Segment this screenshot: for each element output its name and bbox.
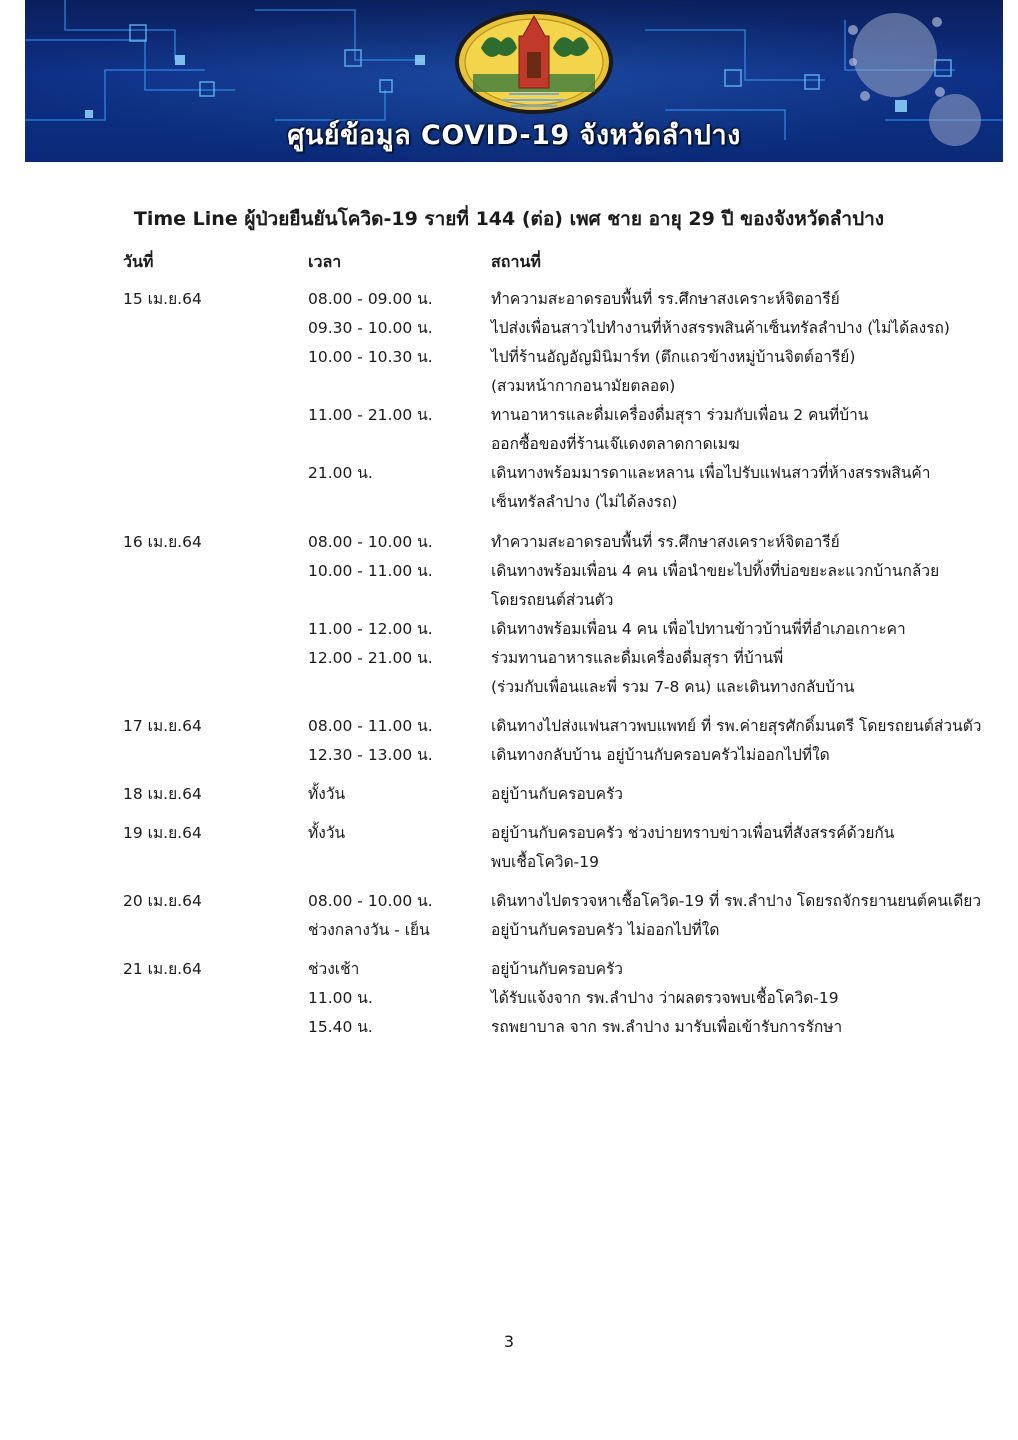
timeline-time: 11.00 - 12.00 น. [308, 620, 433, 638]
header-date: วันที่ [123, 252, 154, 271]
timeline-place: ไปที่ร้านอัญอัญมินิมาร์ท (ตึกแถวข้างหมู่บ้านจิตต์อารีย์) [491, 348, 856, 366]
header-time: เวลา [308, 252, 342, 271]
timeline-place: อยู่บ้านกับครอบครัว [491, 785, 623, 803]
timeline-place: ทำความสะอาดรอบพื้นที่ รร.ศึกษาสงเคราะห์จิตอารีย์ [491, 290, 840, 308]
timeline-place: ทานอาหารและดื่มเครื่องดื่มสุรา ร่วมกับเพื่อน 2 คนที่บ้าน [491, 406, 869, 424]
timeline-place: รถพยาบาล จาก รพ.ลำปาง มารับเพื่อเข้ารับการรักษา [491, 1018, 843, 1036]
timeline-place: พบเชื้อโควิด-19 [491, 853, 599, 871]
banner-title: ศูนย์ข้อมูล COVID-19 จังหวัดลำปาง [287, 120, 741, 151]
timeline-place: ทำความสะอาดรอบพื้นที่ รร.ศึกษาสงเคราะห์จิตอารีย์ [491, 533, 840, 551]
lampang-province-seal-icon [453, 8, 615, 116]
timeline-place: เซ็นทรัลลำปาง (ไม่ได้ลงรถ) [491, 493, 678, 511]
timeline-time: 08.00 - 10.00 น. [308, 892, 433, 910]
covid-banner [25, 0, 1003, 162]
timeline-time: 08.00 - 10.00 น. [308, 533, 433, 551]
timeline-place: อยู่บ้านกับครอบครัว ช่วงบ่ายทราบข่าวเพื่อนที่สังสรรค์ด้วยกัน [491, 824, 895, 842]
timeline-time: 09.30 - 10.00 น. [308, 319, 433, 337]
timeline-place: เดินทางกลับบ้าน อยู่บ้านกับครอบครัวไม่ออกไปที่ใด [491, 746, 830, 764]
timeline-time: 11.00 น. [308, 989, 373, 1007]
timeline-time: ทั้งวัน [308, 824, 346, 842]
timeline-place: โดยรถยนต์ส่วนตัว [491, 591, 614, 609]
timeline-place: (ร่วมกับเพื่อนและพี่ รวม 7-8 คน) และเดินทางกลับบ้าน [491, 678, 855, 696]
timeline-place: เดินทางพร้อมเพื่อน 4 คน เพื่อนำขยะไปทิ้งที่บ่อขยะละแวกบ้านกล้วย [491, 562, 940, 580]
timeline-time: 10.00 - 10.30 น. [308, 348, 433, 366]
timeline-time: 08.00 - 11.00 น. [308, 717, 433, 735]
timeline-place: เดินทางไปส่งแฟนสาวพบแพทย์ ที่ รพ.ค่ายสุรศักดิ์มนตรี โดยรถยนต์ส่วนตัว [491, 717, 982, 735]
timeline-date: 15 เม.ย.64 [123, 290, 202, 308]
timeline-place: ไปส่งเพื่อนสาวไปทำงานที่ห้างสรรพสินค้าเซ็นทรัลลำปาง (ไม่ได้ลงรถ) [491, 319, 950, 337]
timeline-date: 16 เม.ย.64 [123, 533, 202, 551]
header-place: สถานที่ [491, 252, 541, 271]
timeline-time: ช่วงกลางวัน - เย็น [308, 921, 430, 939]
timeline-place: (สวมหน้ากากอนามัยตลอด) [491, 377, 676, 395]
timeline-time: 08.00 - 09.00 น. [308, 290, 433, 308]
timeline-place: อยู่บ้านกับครอบครัว ไม่ออกไปที่ใด [491, 921, 720, 939]
timeline-place: อยู่บ้านกับครอบครัว [491, 960, 623, 978]
timeline-date: 21 เม.ย.64 [123, 960, 202, 978]
timeline-place: ได้รับแจ้งจาก รพ.ลำปาง ว่าผลตรวจพบเชื้อโควิด-19 [491, 989, 839, 1007]
timeline-place: เดินทางพร้อมเพื่อน 4 คน เพื่อไปทานข้าวบ้านพี่ที่อำเภอเกาะคา [491, 620, 906, 638]
timeline-date: 17 เม.ย.64 [123, 717, 202, 735]
timeline-time: 10.00 - 11.00 น. [308, 562, 433, 580]
timeline-place: เดินทางพร้อมมารดาและหลาน เพื่อไปรับแฟนสาวที่ห้างสรรพสินค้า [491, 464, 931, 482]
timeline-time: 15.40 น. [308, 1018, 373, 1036]
timeline-time: ช่วงเช้า [308, 960, 360, 978]
timeline-place: เดินทางไปตรวจหาเชื้อโควิด-19 ที่ รพ.ลำปาง โดยรถจักรยานยนต์คนเดียว [491, 892, 982, 910]
timeline-place: ร่วมทานอาหารและดื่มเครื่องดื่มสุรา ที่บ้านพี่ [491, 649, 784, 667]
timeline-date: 20 เม.ย.64 [123, 892, 202, 910]
timeline-time: ทั้งวัน [308, 785, 346, 803]
timeline-time: 12.30 - 13.00 น. [308, 746, 433, 764]
timeline-time: 21.00 น. [308, 464, 373, 482]
timeline-time: 12.00 - 21.00 น. [308, 649, 433, 667]
timeline-place: ออกซื้อของที่ร้านเจ๊แดงตลาดกาดเมฆ [491, 435, 740, 453]
document-title: Time Line ผู้ป่วยยืนยันโควิด-19 รายที่ 144 (ต่อ) เพศ ชาย อายุ 29 ปี ของจังหวัดลำปาง [133, 208, 885, 230]
timeline-date: 18 เม.ย.64 [123, 785, 202, 803]
timeline-time: 11.00 - 21.00 น. [308, 406, 433, 424]
timeline-date: 19 เม.ย.64 [123, 824, 202, 842]
page-number: 3 [503, 1332, 515, 1351]
